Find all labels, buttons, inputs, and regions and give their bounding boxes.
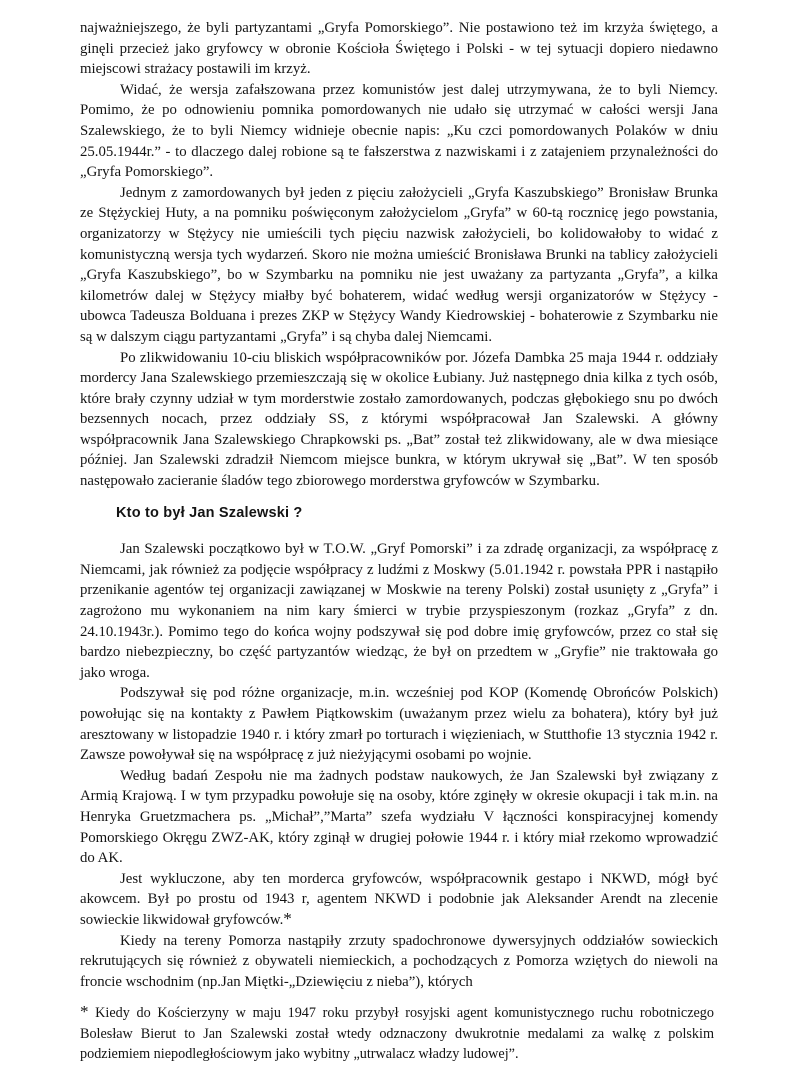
footnote-reference-mark: * bbox=[283, 908, 292, 928]
paragraph-continuation: najważniejszego, że byli partyzantami „Gryfa Pomorskiego”. Nie postawiono też im krzyża świętego, a ginęli przecież jako gryfowcy w obronie Kościoła Świętego i Polski - w tej sytuacji dopiero niedawno miejscowi strażacy postawili im krzyż. bbox=[80, 20, 718, 78]
footnote bbox=[80, 1003, 714, 1065]
footnote-text: Kiedy do Kościerzyny w maju 1947 roku przybył rosyjski agent komunistycznego ruchu robotniczego Bolesław Bierut to Jan Szalewski został wtedy odznaczony dwukrotnie medalami za walkę z polskim podziemiem niepodległościowym jako wybitny „utrwalacz władzy ludowej”. bbox=[80, 1005, 714, 1062]
paragraph-nkwd-agent bbox=[80, 869, 718, 931]
paragraph-organizations: Podszywał się pod różne organizacje, m.in. wcześniej pod KOP (Komendę Obrońców Polskich) powołując się na kontakty z Pawłem Piątkowskim (uważanym przez wielu za bohatera), który był już aresztowany w listopadzie 1940 r. i który zmarł po torturach i więzieniach, w Stutthofie 13 stycznia 1942 r. Zawsze powoływał się na współpracę z już nieżyjącymi osobami po wojnie. bbox=[80, 685, 718, 764]
paragraph-parachute-drops: Kiedy na tereny Pomorza nastąpiły zrzuty spadochronowe dywersyjnych oddziałów sowieckich rekrutujących się również z obywateli niemieckich, a pochodzących z Pomorza wziętych do niewoli na froncie wschodnim (np.Jan Miętki-„Dziewięciu z nieba”), których bbox=[80, 932, 718, 990]
body-text bbox=[80, 18, 718, 992]
section-heading: Kto to był Jan Szalewski ? bbox=[116, 504, 303, 521]
paragraph-home-army: Według badań Zespołu nie ma żadnych podstaw naukowych, że Jan Szalewski był związany z Armią Krajową. I w tym przypadku powołuje się na osoby, które zginęły w okresie okupacji i tak m.in. na Henryka Gruetzmachera ps. „Michał”,”Marta” szefa wydziału V łączności konspiracyjnej komendy Pomorskiego Okręgu ZWZ-AK, który zginął w drugiej połowie 1944 r. i który miał rzekomo wprowadzić do AK. bbox=[80, 767, 718, 867]
paragraph-falsified-version: Widać, że wersja zafałszowana przez komunistów jest dalej utrzymywana, że to byli Niemcy. Pomimo, że po odnowieniu pomnika pomordowanych nie udało się utrzymać w całości wersji Jana Szalewskiego, że to byli Niemcy widnieje obecnie napis: „Ku czci pomordowanych Polaków w dniu 25.05.1944r.” - to dlaczego dalej robione są te fałszerstwa z nazwiskami i z zatajeniem przynależności do „Gryfa Pomorskiego”. bbox=[80, 81, 718, 181]
paragraph-brunka: Jednym z zamordowanych był jeden z pięciu założycieli „Gryfa Kaszubskiego” Bronisław Brunka ze Stężyckiej Huty, a na pomniku poświęconym założycielom „Gryfa” w 60-tą rocznicę jego powstania, organizatorzy w Stężycy nie umieścili tych pięciu nazwisk założycieli, bo kolidowałoby to widać z komunistyczną wersja tych wydarzeń. Skoro nie można umieścić Bronisława Brunki na tablicy założycieli „Gryfa Kaszubskiego”, bo w Szymbarku na pomniku nie jest uważany za partyzanta „Gryfa”, a kilka kilometrów dalej w Stężycy miałby być bohaterem, widać według wersji organizatorów w Stężycy - ubowca Tadeusza Bolduana i prezes ZKP w Stężycy Wandy Kiedrowskiej - bohaterowie z Szymbarku nie są w dalszym ciągu partyzantami „Gryfa” i są chyba dalej Niemcami. bbox=[80, 184, 718, 345]
paragraph-szalewski-gryf: Jan Szalewski początkowo był w T.O.W. „Gryf Pomorski” i za zdradę organizacji, za współpracę z Niemcami, jak również za podjęcie współpracy z ludźmi z Moskwy (5.01.1942 r. powstała PPR i nastąpiło przenikanie agentów tej organizacji zawiązanej w Moskwie na tereny Polski) został usunięty z „Gryfa” i zagrożono mu wykonaniem na nim kary śmierci w trybie przyspieszonym (rozkaz „Gryfa” z dn. 24.10.1943r.). Pomimo tego do końca wojny podszywał się pod dobre imię gryfowców, przez co stał się bardzo niebezpieczny, bo część partyzantów wiedząc, że był on przedtem w „Gryfie” nie traktowała go jako wroga. bbox=[80, 541, 718, 681]
paragraph-liquidation: Po zlikwidowaniu 10-ciu bliskich współpracowników por. Józefa Dambka 25 maja 1944 r. oddziały mordercy Jana Szalewskiego przemieszczają się w okolice Łubiany. Już następnego dnia kilka z tych osób, które brały czynny udział w tym morderstwie zostało zamordowanych, podczas głębokiego snu po dwóch bezsennych nocach, przez oddziały SS, z którymi współpracował Jan Szalewski. A główny współpracownik Jana Szalewskiego Chrapkowski ps. „Bat” został też zlikwidowany, ale w dwa miesiące później. Jan Szalewski zdradził Niemcom miejsce bunkra, w którym ukrywał się „Bat”. W ten sposób następowało zacieranie śladów tego zbiorowego morderstwa gryfowców w Szymbarku. bbox=[80, 349, 718, 490]
paragraph-nkwd-text: Jest wykluczone, aby ten morderca gryfowców, współpracownik gestapo i NKWD, mógł być akowcem. Był po prostu od 1943 r, agentem NKWD i podobnie jak Aleksander Arendt na zlecenie sowieckie likwidował gryfowców. bbox=[80, 870, 718, 928]
footnote-mark: * bbox=[80, 1002, 89, 1021]
